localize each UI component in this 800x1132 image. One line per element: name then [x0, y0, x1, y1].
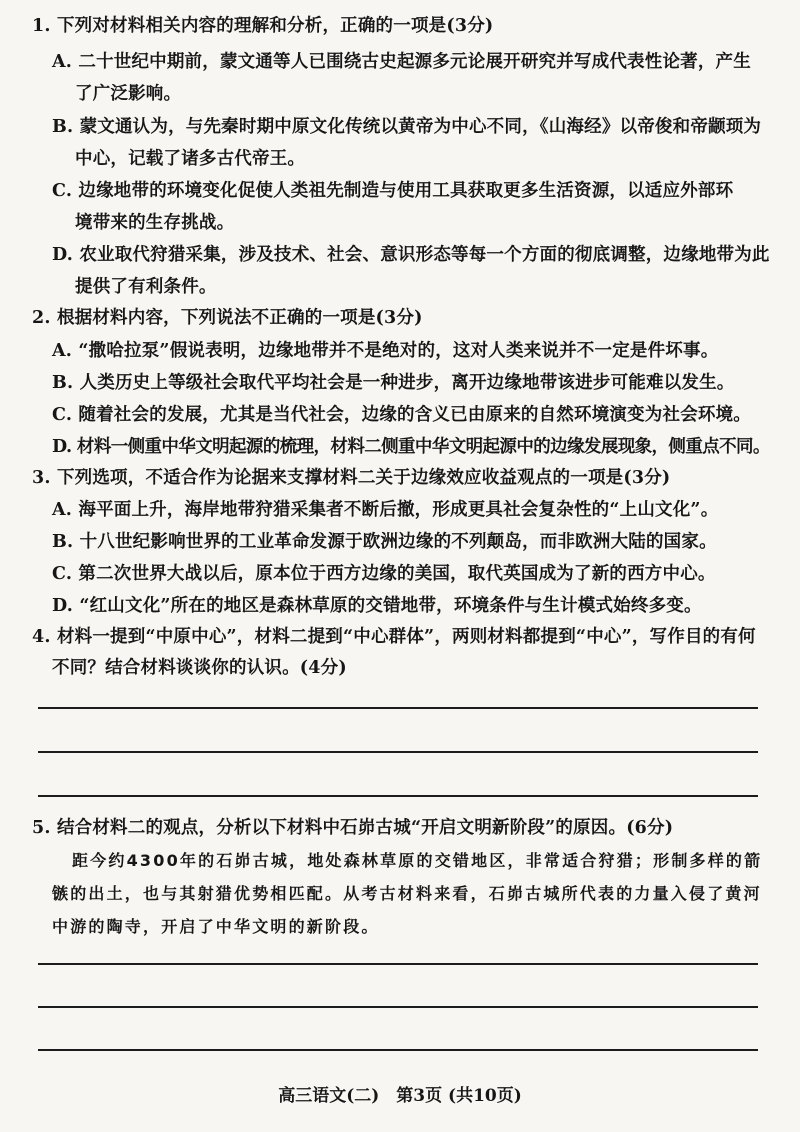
q3-option-d: D. “红山文化”所在的地区是森林草原的交错地带，环境条件与生计模式始终多变。 [52, 596, 702, 616]
answer-line-q5-1[interactable] [38, 963, 758, 965]
question-2-stem: 2. 根据材料内容，下列说法不正确的一项是(3分) [32, 308, 423, 328]
q2-option-c: C. 随着社会的发展，尤其是当代社会，边缘的含义已由原来的自然环境演变为社会环境。 [52, 405, 752, 425]
q3-option-a: A. 海平面上升，海岸地带狩猎采集者不断后撤，形成更具社会复杂性的“上山文化”。 [52, 500, 719, 520]
q2-option-d: D. 材料一侧重中华文明起源的梳理，材料二侧重中华文明起源中的边缘发展现象，侧重点不同。 [52, 437, 770, 457]
page-footer: 高三语文(二) 第3页 (共10页) [278, 1086, 522, 1106]
q2-option-a: A. “撒哈拉泵”假说表明，边缘地带并不是绝对的，这对人类来说并不一定是件坏事。 [52, 341, 719, 361]
q5-passage-line1: 距今约4300年的石峁古城，地处森林草原的交错地区，非常适合狩猎；形制多样的箭 [72, 851, 763, 870]
q5-passage-line2: 镞的出土，也与其射猎优势相匹配。从考古材料来看，石峁古城所代表的力量入侵了黄河 [52, 884, 762, 903]
q3-option-b: B. 十八世纪影响世界的工业革命发源于欧洲边缘的不列颠岛，而非欧洲大陆的国家。 [52, 532, 717, 552]
question-4-stem-line2: 不同？结合材料谈谈你的认识。(4分) [52, 658, 347, 678]
q1-option-d-line2: 提供了有利条件。 [75, 277, 217, 297]
answer-line-q4-3[interactable] [38, 795, 758, 797]
q5-passage-line3: 中游的陶寺，开启了中华文明的新阶段。 [52, 917, 380, 936]
question-1-stem: 1. 下列对材料相关内容的理解和分析，正确的一项是(3分) [32, 16, 494, 36]
q1-option-c-line1: C. 边缘地带的环境变化促使人类祖先制造与使用工具获取更多生活资源，以适应外部环 [52, 181, 734, 201]
q1-option-b-line2: 中心，记载了诸多古代帝王。 [75, 149, 306, 169]
answer-line-q4-2[interactable] [38, 751, 758, 753]
q1-option-c-line2: 境带来的生存挑战。 [75, 213, 235, 233]
answer-line-q5-3[interactable] [38, 1049, 758, 1051]
q1-option-a-line1: A. 二十世纪中期前，蒙文通等人已围绕古史起源多元论展开研究并写成代表性论著，产生 [52, 52, 751, 72]
q2-option-b: B. 人类历史上等级社会取代平均社会是一种进步，离开边缘地带该进步可能难以发生。 [52, 373, 735, 393]
question-4-stem-line1: 4. 材料一提到“中原中心”，材料二提到“中心群体”，两则材料都提到“中心”，写作目的有何 [32, 627, 756, 647]
q3-option-c: C. 第二次世界大战以后，原本位于西方边缘的美国，取代英国成为了新的西方中心。 [52, 564, 716, 584]
q1-option-a-line2: 了广泛影响。 [75, 84, 182, 104]
answer-line-q5-2[interactable] [38, 1006, 758, 1008]
q1-option-d-line1: D. 农业取代狩猎采集，涉及技术、社会、意识形态等每一个方面的彻底调整，边缘地带为此 [52, 245, 770, 265]
q1-option-b-line1: B. 蒙文通认为，与先秦时期中原文化传统以黄帝为中心不同，《山海经》以帝俊和帝颛顼为 [52, 117, 762, 137]
question-5-stem: 5. 结合材料二的观点，分析以下材料中石峁古城“开启文明新阶段”的原因。(6分) [32, 818, 674, 838]
question-3-stem: 3. 下列选项，不适合作为论据来支撑材料二关于边缘效应收益观点的一项是(3分) [32, 468, 671, 488]
answer-line-q4-1[interactable] [38, 707, 758, 709]
